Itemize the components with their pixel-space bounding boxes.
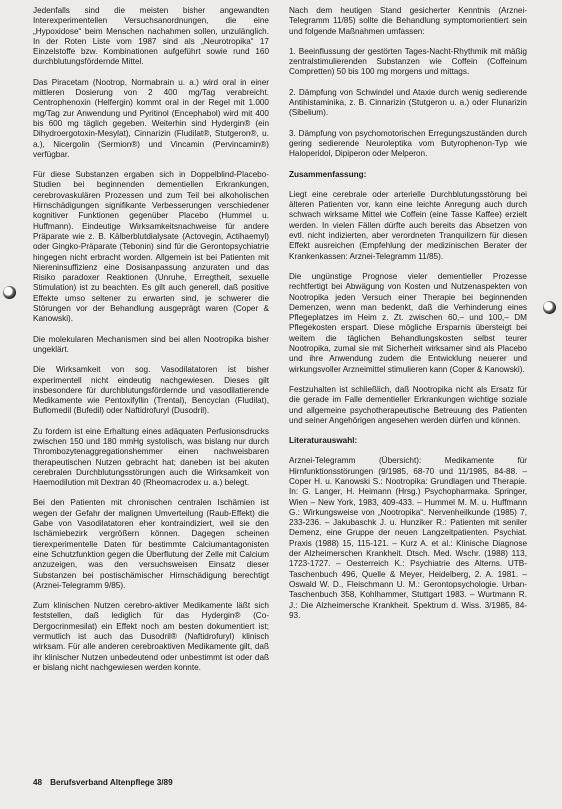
paragraph: Die Wirksamkeit von sog. Vasodilatatoren ist bisher experimentell nicht eindeutig nachgewiesen. Dieses gilt insbesondere für durchblutungsfördernde und vasodilatierende Medikamente wie Pentoxifyllin (Trental), Bencyclan (Fludilat), Buflomedil (Bufedil) oder Naftidrofuryl (Dusodril). xyxy=(33,365,269,416)
paragraph: 1. Beeinflussung der gestörten Tages-Nacht-Rhythmik mit mäßig zentralstimulierenden Substanzen wie Coffein (Coffeinum Compretten) 50 bis 100 mg morgens und mittags. xyxy=(289,46,527,77)
left-column xyxy=(33,6,269,683)
paragraph: Zum klinischen Nutzen cerebro-aktiver Medikamente läßt sich feststellen, daß lediglich für das Hydergin® (Co-Dergocrinmesilat) ein Effekt noch am besten dokumentiert ist; vermutlich ist auch das Dusodril® (Naftidrofuryl) klinisch wirksam. Für alle anderen cerebroaktiven Medikamente gilt, daß ihr klinischer Nutzen unbedeutend oder unbestimmt ist oder daß er bislang nicht nachgewiesen werden konnte. xyxy=(33,601,269,672)
journal-title: Berufsverband Altenpflege 3/89 xyxy=(50,778,173,787)
paragraph: Liegt eine cerebrale oder arterielle Durchblutungsstörung bei älteren Patienten vor, kann eine leichte Anregung auch durch schwach wirksame Mittel wie Coffein (eine Tasse Kaffee) erzielt werden. In vielen Fällen dürfte auch bereits das Absetzen von evtl. nicht indizierten, aber verordneten Tranquilizern für diesen Effekt ausreichen (Empfehlung der medizinischen Berater der Krankenkassen: Arznei-Telegramm 11/85). xyxy=(289,189,527,261)
paragraph: Die molekularen Mechanismen sind bei allen Nootropika bisher ungeklärt. xyxy=(33,334,269,354)
section-heading-literature: Literaturauswahl: xyxy=(289,436,358,446)
right-column xyxy=(289,6,527,631)
paragraph: Festzuhalten ist schließlich, daß Nootropika nicht als Ersatz für die gerade im Falle dementieller Erkrankungen wichtige soziale und allgemeine psychotherapeutische Betreuung des Patienten und seiner Angehörigen angesehen werden dürfen und können. xyxy=(289,384,527,425)
paragraph: Jedenfalls sind die meisten bisher angewandten Interexperimentellen Versuchsanordnungen, die eine „Hypoxidose“ beim Menschen nachahmen sollen, unzulänglich. In der Roten Liste vom 1987 sind als „Neurotropika“ 17 Einzelstoffe bzw. Kombinationen aufgeführt sowie rund 160 durchblutungsfördernde Mittel. xyxy=(33,6,269,67)
punch-hole-left xyxy=(3,286,16,299)
page-number: 48 xyxy=(33,778,43,787)
paragraph: Nach dem heutigen Stand gesicherter Kenntnis (Arznei-Telegramm 11/85) sollte die Behandlung symptomorientiert sein und folgende Maßnahmen umfassen: xyxy=(289,6,527,36)
paragraph: 2. Dämpfung von Schwindel und Ataxie durch wenig sedierende Antihistaminika, z. B. Cinnarizin (Stutgeron u. a.) oder Flunarizin (Sibelium). xyxy=(289,87,527,118)
section-heading-summary: Zusammenfassung: xyxy=(289,169,367,179)
paragraph: 3. Dämpfung von psychomotorischen Erregungszuständen durch gering sedierende Neuroleptika vom Butyrophenon-Typ wie Haloperidol, Dipiperon oder Melperon. xyxy=(289,128,527,159)
paragraph: Zu fordern ist eine Erhaltung eines adäquaten Perfusionsdrucks zwischen 150 und 180 mmHg systolisch, was bislang nur durch Thrombozytenaggregationshemmer einen nachweisbaren therapeutischen Nutzen gebracht hat; daneben ist bei akuten cerebralen Durchblutungsstörungen auch die Wirksamkeit von Haemodilution mit Dextran 40 (Rheomacrodex u. a.) belegt. xyxy=(33,426,269,488)
paragraph: Bei den Patienten mit chronischen centralen Ischämien ist wegen der Gefahr der malignen Umverteilung (Raub-Effekt) die Gabe von Vasodilatatoren eher kontraindiziert, weil sie den Ischämiebezirk vergrößern können. Dagegen scheinen tierexperimentelle Daten für bestimmte Calciumantagonisten eine Schutzfunktion gegen die Überflutung der Zelle mit Calcium anzuzeigen, was den versuchsweisen Einsatz dieser Substanzen bei postischämischer Hirnschädigung berechtigt (Arznei-Telegramm 9/85). xyxy=(33,498,269,590)
reference-list: Arznei-Telegramm (Übersicht): Medikamente für Hirnfunktionsstörungen (9/1985, 68-70 und 11/1985, 84-88. – Coper H. u. Kanowski S.: Nootropika: Grundlagen und Therapie. In: G. Langer, H. Heimann (Hrsg.) Psychopharmaka. Springer, Wien – New York, 1983, 409-433. – Hummel M. M. u. Huffmann G.: Wirkungsweise von „Nootropika“. Nervenheilkunde (1985) 7, 233-236. – Jakubaschk J. u. Hunziker R.: Patienten mit seniler Demenz, eine Gruppe der neuen Langzeitpatienten. Psychiat. Praxis (1988) 15, 115-121. – Kurz A. et al.: Klinische Diagnose der Alzheimerschen Krankheit. Dtsch. Med. Wschr. (1988) 113, 1723-1727. – Oesterreich K.: Psychiatrie des Alterns. UTB-Taschenbuch 496, Quelle & Meyer, Heidelberg, 2. A. 1981. – Oswald W. D., Fleischmann U. M.: Gerontopsychologie. Urban-Taschenbuch 358, Kohlhammer, Stuttgart 1983. – Wurtmann R. J.: Die Alzheimersche Krankheit. Spektrum d. Wiss. 3/1985, 84-93. xyxy=(289,456,527,620)
page-footer xyxy=(33,778,181,787)
punch-hole-right xyxy=(543,301,556,314)
paragraph: Die ungünstige Prognose vieler dementieller Prozesse rechtfertigt bei Abwägung von Kosten und Nutzenaspekten von Nootropika jeden Versuch einer Therapie bei beginnenden Demenzen, wenn man bedenkt, daß die Verhinderung eines Pflegeplatzes im Heim z. Zt. zwischen 60,– und 100,– DM Pflegekosten erspart. Diese mögliche Ersparnis übersteigt bei weitem die täglichen Behandlungskosten selbst teurer Nootropika, zumal sie mit Sicherheit wirksamer sind als Placebo und ihre Anwendung zudem die Entwicklung neuerer und wirkungsvoller Arzneimittel stimulieren kann (Coper & Kanowski). xyxy=(289,271,527,374)
paragraph: Das Piracetam (Nootrop, Normabrain u. a.) wird oral in einer mittleren Dosierung von 2 400 mg/Tag verabreicht. Centrophenoxin (Helfergin) kommt oral in der Regel mit 1.000 mg/Tag zur Anwendung und Pyritinol (Encephabol) wird mit 400 bis 600 mg täglich gegeben. Weiterhin sind Hydergin® (ein Dihydroergotoxin-Mesylat), Cinnarizin (Fludilat®, Stutgeron®, u. a.), Nicergolin (Sermion®) und Vincamin (Pervincamin®) verfügbar. xyxy=(33,77,269,159)
paragraph: Für diese Substanzen ergaben sich in Doppelblind-Placebo-Studien bei beginnenden dementiellen Erkrankungen, cerebrovaskulären Prozessen und zum Teil bei alkoholischen Hirnschädigungen signifikante Verbesserungen verschiedener kognitiver Funktionen gegenüber Placebo (Hummel u. Huffmann). Eindeutige Wirksamkeitsnachweise für andere Präparate wie z. B. Kälberblutdialysate (Actovegin, Actihaemyl) oder Gingko-Präparate (Tebonin) sind für die Gerontopsychiatrie hingegen nicht erbracht worden. Allgemein ist bei Patienten mit Niereninsuffizienz eine Dosisanpassung anzuraten und das Risiko paradoxer Reaktionen (Unruhe, Erregtheit, sexuelle Stimulation) ist zu beachten. Es gilt auch generell, daß positive Effekte umso seltener zu erwarten sind, je schwerer die Störungen vor der Behandlung ausgeprägt waren (Coper & Kanowski). xyxy=(33,170,269,324)
